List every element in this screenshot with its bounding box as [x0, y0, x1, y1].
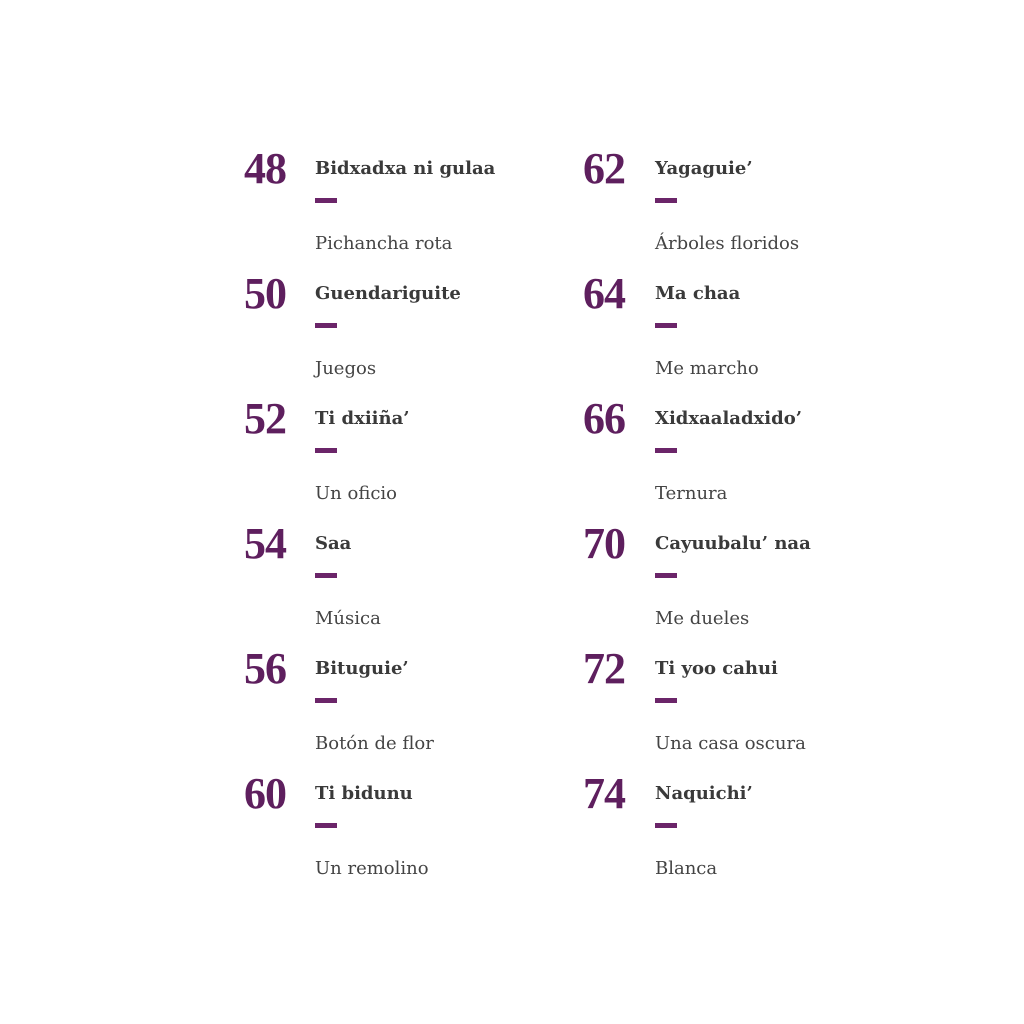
entry-title: Saa — [315, 533, 352, 554]
entry-title: Guendariguite — [315, 283, 461, 304]
toc-entry[interactable] — [540, 520, 870, 645]
entry-title: Yagaguie’ — [655, 158, 753, 179]
separator-dash — [655, 573, 677, 578]
separator-dash — [315, 573, 337, 578]
separator-dash — [315, 323, 337, 328]
toc-column-right — [540, 145, 870, 895]
page-number: 60 — [244, 769, 286, 818]
page-number: 52 — [244, 394, 286, 443]
entry-translation: Una casa oscura — [655, 733, 806, 754]
toc-entry[interactable] — [540, 145, 870, 270]
entry-translation: Me marcho — [655, 358, 759, 379]
entry-title: Ti yoo cahui — [655, 658, 778, 679]
entry-translation: Música — [315, 608, 381, 629]
page-number: 74 — [583, 769, 625, 818]
entry-title: Ma chaa — [655, 283, 741, 304]
toc-entry[interactable] — [540, 770, 870, 895]
entry-translation: Árboles floridos — [655, 233, 800, 254]
toc-entry[interactable] — [540, 395, 870, 520]
separator-dash — [655, 448, 677, 453]
toc-entry[interactable] — [200, 270, 530, 395]
page-number: 48 — [244, 144, 286, 193]
page-number: 70 — [583, 519, 625, 568]
toc-entry[interactable] — [200, 770, 530, 895]
entry-translation: Un remolino — [315, 858, 429, 879]
separator-dash — [655, 198, 677, 203]
entry-translation: Pichancha rota — [315, 233, 453, 254]
separator-dash — [315, 698, 337, 703]
entry-translation: Blanca — [655, 858, 718, 879]
toc-column-left — [200, 145, 530, 895]
page-number: 50 — [244, 269, 286, 318]
separator-dash — [655, 323, 677, 328]
toc-entry[interactable] — [540, 270, 870, 395]
toc-entry[interactable] — [540, 645, 870, 770]
separator-dash — [315, 198, 337, 203]
toc-entry[interactable] — [200, 520, 530, 645]
separator-dash — [655, 823, 677, 828]
entry-translation: Botón de flor — [315, 733, 434, 754]
page-number: 62 — [583, 144, 625, 193]
toc-entry[interactable] — [200, 645, 530, 770]
page-number: 72 — [583, 644, 625, 693]
entry-title: Ti dxiiña’ — [315, 408, 410, 429]
entry-title: Xidxaaladxido’ — [655, 408, 802, 429]
entry-title: Ti bidunu — [315, 783, 413, 804]
entry-title: Bidxadxa ni gulaa — [315, 158, 496, 179]
page-number: 54 — [244, 519, 286, 568]
entry-translation: Me dueles — [655, 608, 750, 629]
page-number: 64 — [583, 269, 625, 318]
toc-entry[interactable] — [200, 395, 530, 520]
separator-dash — [315, 823, 337, 828]
page-number: 66 — [583, 394, 625, 443]
entry-title: Bituguie’ — [315, 658, 409, 679]
toc-entry[interactable] — [200, 145, 530, 270]
page-number: 56 — [244, 644, 286, 693]
separator-dash — [655, 698, 677, 703]
entry-title: Naquichi’ — [655, 783, 753, 804]
entry-translation: Un oficio — [315, 483, 398, 504]
separator-dash — [315, 448, 337, 453]
entry-title: Cayuubalu’ naa — [655, 533, 811, 554]
entry-translation: Juegos — [315, 358, 377, 379]
entry-translation: Ternura — [655, 483, 728, 504]
